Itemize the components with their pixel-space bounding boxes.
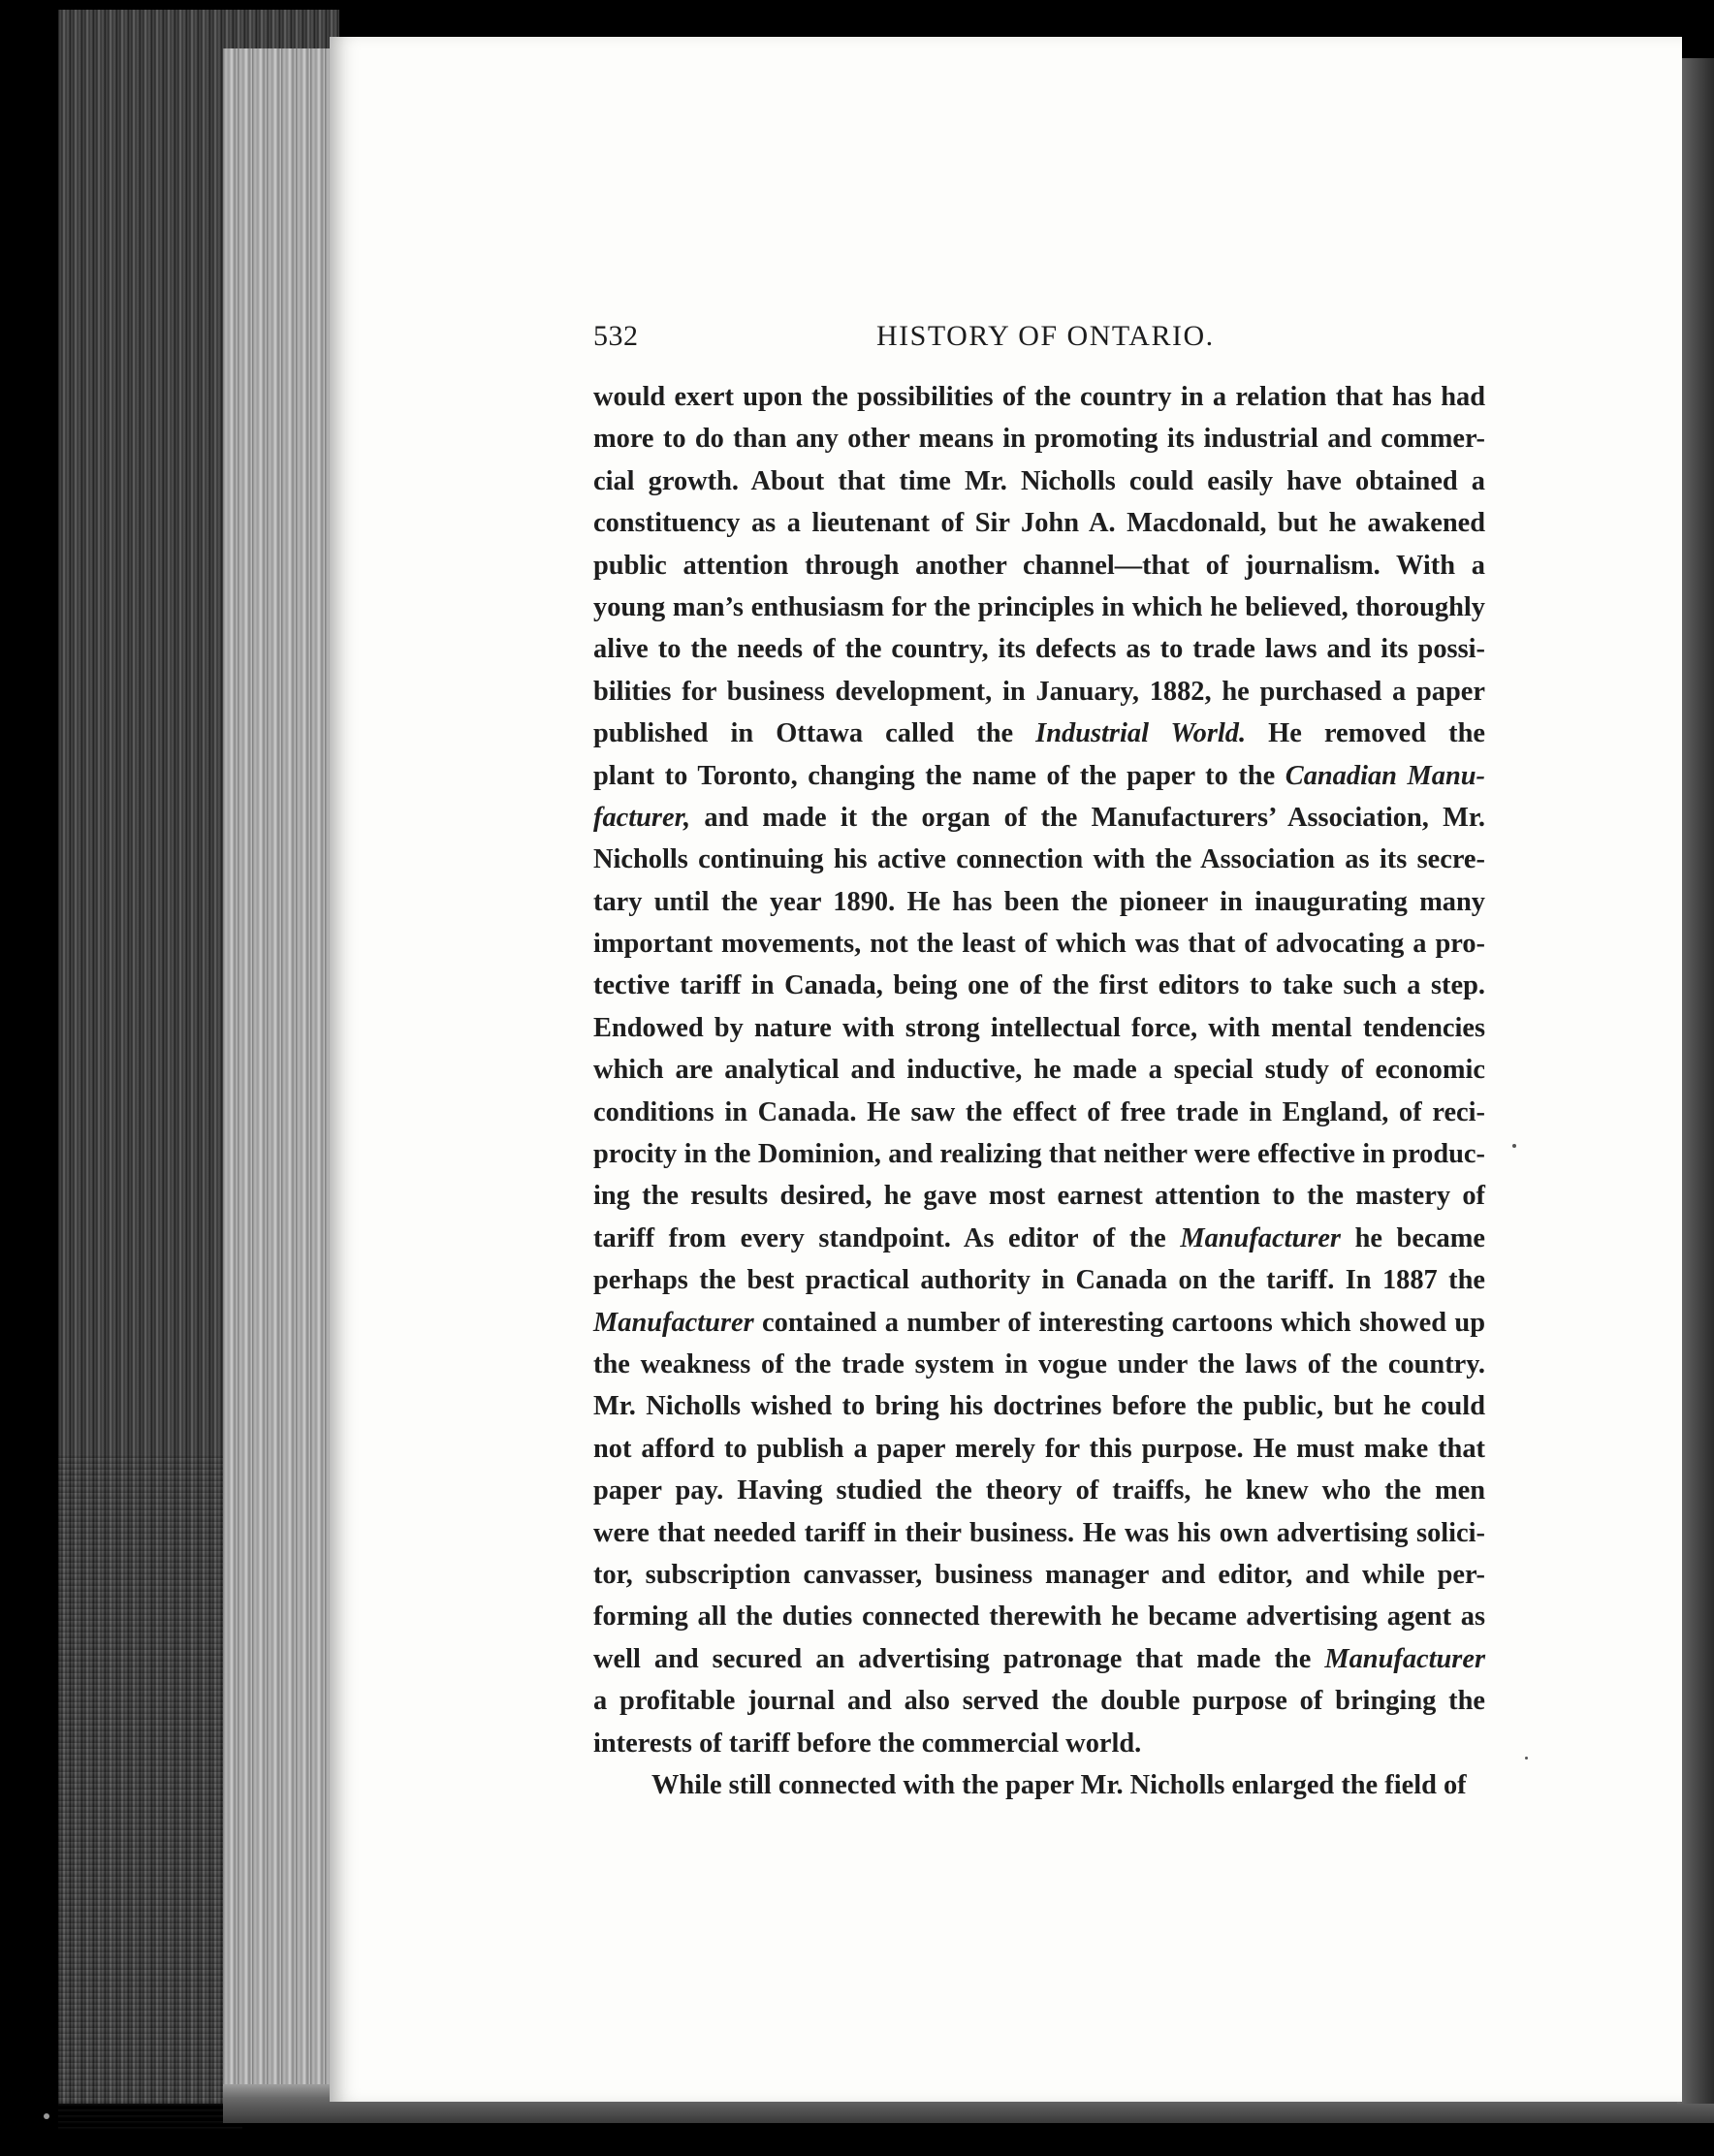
text-segment: tariff from every standpoint. As editor of the — [593, 1222, 1181, 1253]
text-line — [593, 1385, 1485, 1427]
text-line — [593, 587, 1485, 628]
text-line — [593, 965, 1485, 1006]
dust-speck — [44, 2113, 49, 2119]
text-segment: were that needed tariff in their business. He was his own advertising solici- — [593, 1517, 1485, 1548]
text-segment: bilities for business development, in January, 1882, he purchased a paper — [593, 676, 1485, 707]
text-segment: conditions in Canada. He saw the effect of free trade in England, of reci- — [593, 1096, 1485, 1127]
text-line — [593, 1175, 1485, 1217]
text-segment: the weakness of the trade system in vogue under the laws of the country. — [593, 1348, 1485, 1379]
text-line — [593, 1596, 1485, 1637]
right-margin-shadow — [1677, 58, 1714, 2104]
text-segment: paper pay. Having studied the theory of traiffs, he knew who the men — [593, 1475, 1485, 1506]
text-line — [593, 1512, 1485, 1554]
text-segment: he became — [1340, 1222, 1485, 1253]
text-segment: tary until the year 1890. He has been the pioneer in inaugurating many — [593, 886, 1485, 917]
text-line — [593, 1470, 1485, 1511]
text-segment: young man’s enthusiasm for the principles in which he believed, thoroughly — [593, 591, 1485, 622]
text-segment: more to do than any other means in promoting its industrial and commer- — [593, 424, 1485, 455]
text-segment: procity in the Dominion, and realizing that neither were effective in produc- — [593, 1139, 1485, 1170]
text-line — [593, 1218, 1485, 1259]
text-line — [593, 1344, 1485, 1385]
running-head — [593, 320, 1485, 368]
text-line — [593, 1428, 1485, 1470]
text-line — [593, 1764, 1485, 1806]
text-segment: tective tariff in Canada, being one of the first editors to take such a step. — [593, 970, 1485, 1001]
running-title: HISTORY OF ONTARIO. — [876, 320, 1215, 352]
text-segment: alive to the needs of the country, its defects as to trade laws and its possi- — [593, 634, 1485, 665]
text-segment: important movements, not the least of which was that of advocating a pro- — [593, 929, 1485, 960]
text-line — [593, 881, 1485, 923]
dust-speck — [1525, 1757, 1528, 1760]
text-line — [593, 628, 1485, 670]
text-segment: He removed the — [1246, 718, 1485, 749]
italic-title: Manufacturer — [593, 1307, 754, 1338]
text-line — [593, 671, 1485, 713]
body-text — [593, 376, 1485, 1806]
text-line — [593, 418, 1485, 460]
text-segment: Endowed by nature with strong intellectual force, with mental tendencies — [593, 1012, 1485, 1043]
text-line — [593, 376, 1485, 418]
text-segment: would exert upon the possibilities of the country in a relation that has had — [593, 382, 1485, 412]
page-edges-shading — [58, 1454, 242, 2133]
text-line — [593, 1680, 1485, 1722]
text-line — [593, 839, 1485, 880]
text-line — [593, 1638, 1485, 1680]
dust-speck — [1512, 1144, 1516, 1148]
text-segment: constituency as a lieutenant of Sir John A. Macdonald, but he awakened — [593, 508, 1485, 539]
italic-title: facturer, — [593, 802, 691, 833]
text-line — [593, 502, 1485, 544]
text-segment: not afford to publish a paper merely for this purpose. He must make that — [593, 1433, 1485, 1464]
text-line — [593, 1723, 1485, 1764]
text-segment: plant to Toronto, changing the name of the paper to the — [593, 760, 1286, 791]
text-segment: While still connected with the paper Mr. Nicholls enlarged the field of — [651, 1769, 1467, 1800]
text-line — [593, 1302, 1485, 1344]
text-segment: tor, subscription canvasser, business manager and editor, and while per- — [593, 1559, 1485, 1590]
text-segment: and made it the organ of the Manufacturers’ Association, Mr. — [690, 802, 1485, 833]
text-segment: Mr. Nicholls wished to bring his doctrines before the public, but he could — [593, 1391, 1485, 1422]
page-number: 532 — [593, 320, 639, 352]
text-segment: published in Ottawa called the — [593, 718, 1036, 749]
text-line — [593, 460, 1485, 502]
text-segment: cial growth. About that time Mr. Nicholls could easily have obtained a — [593, 465, 1485, 496]
italic-title: Manufacturer — [1180, 1222, 1341, 1253]
text-segment: a profitable journal and also served the double purpose of bringing the — [593, 1686, 1485, 1717]
italic-title: Manufacturer — [1324, 1643, 1485, 1674]
text-line — [593, 1007, 1485, 1049]
text-line — [593, 713, 1485, 754]
text-segment: perhaps the best practical authority in Canada on the tariff. In 1887 the — [593, 1265, 1485, 1296]
text-line — [593, 755, 1485, 797]
italic-title: Canadian Manu- — [1285, 760, 1485, 791]
italic-title: Industrial World. — [1035, 718, 1247, 749]
text-line — [593, 545, 1485, 587]
text-segment: ing the results desired, he gave most earnest attention to the mastery of — [593, 1181, 1485, 1212]
text-segment: well and secured an advertising patronage that made the — [593, 1643, 1325, 1674]
text-segment: public attention through another channel—that of journalism. With a — [593, 550, 1485, 581]
text-line — [593, 923, 1485, 965]
text-segment: Nicholls continuing his active connection with the Association as its secre- — [593, 844, 1485, 875]
text-line — [593, 1049, 1485, 1091]
page-edges-inner — [223, 48, 339, 2123]
text-line — [593, 1554, 1485, 1596]
text-segment: forming all the duties connected therewith he became advertising agent as — [593, 1601, 1485, 1633]
text-segment: interests of tariff before the commercial world. — [593, 1728, 1142, 1759]
text-segment: which are analytical and inductive, he made a special study of economic — [593, 1055, 1485, 1086]
text-line — [593, 1092, 1485, 1133]
text-line — [593, 1259, 1485, 1301]
text-line — [593, 797, 1485, 839]
text-segment: contained a number of interesting cartoons which showed up — [753, 1307, 1485, 1338]
text-line — [593, 1133, 1485, 1175]
